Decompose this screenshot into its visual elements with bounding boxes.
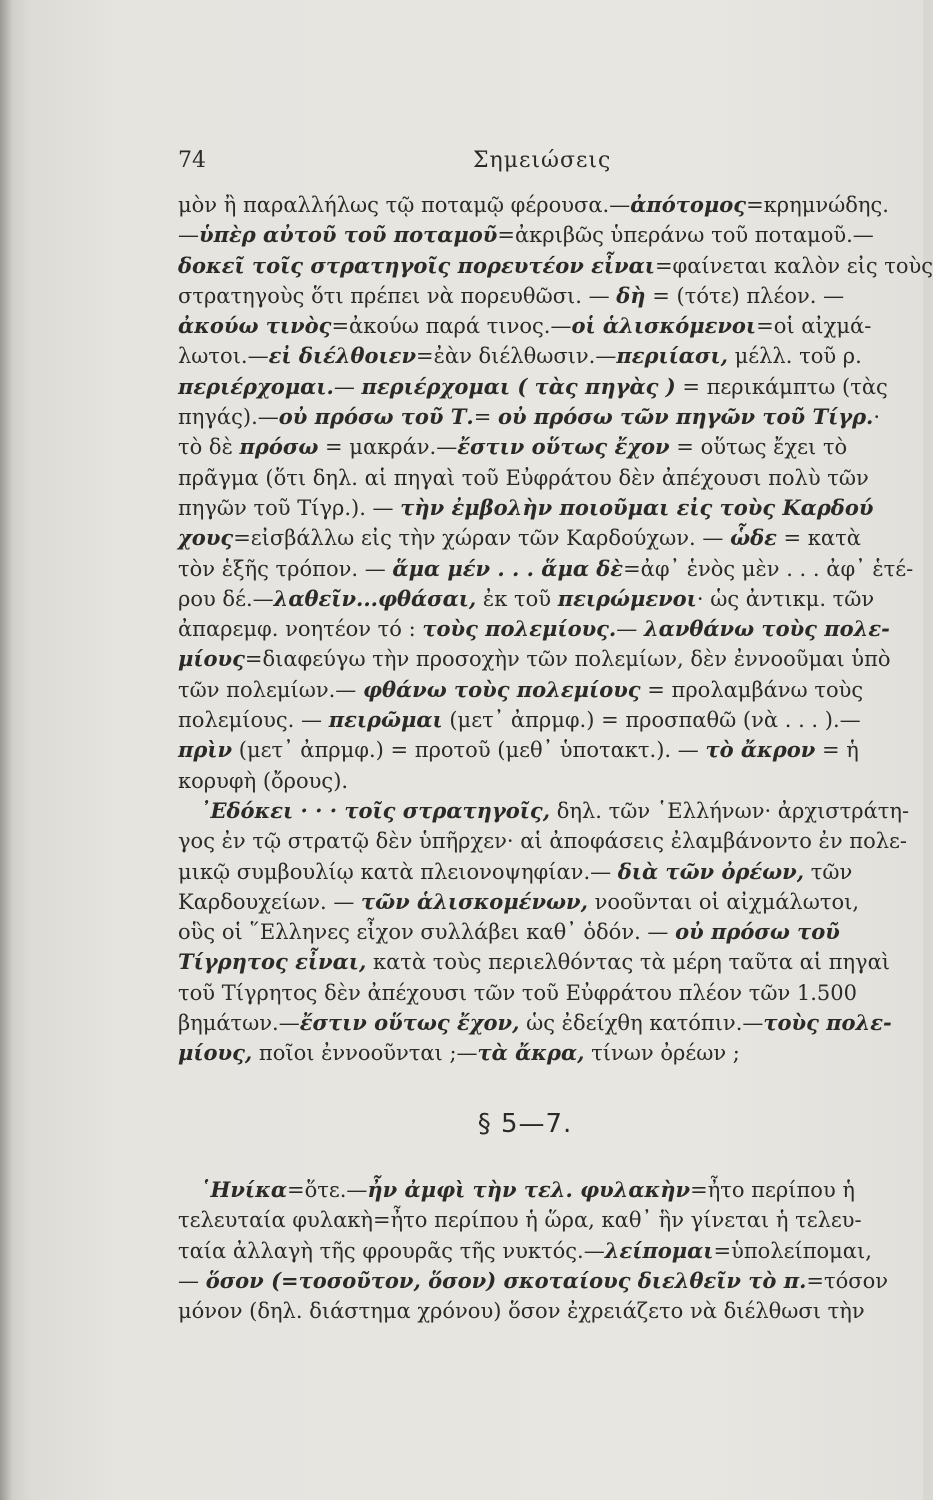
text-line <box>178 1205 872 1235</box>
gloss-text: =τόσον <box>806 1268 889 1293</box>
gloss-text: =εἰσβάλλω εἰς τὴν χώραν τῶν Καρδούχων. — <box>233 526 731 551</box>
gloss-text: μόνον (δηλ. διάστημα χρόνου) ὅσον ἐχρειάζετο νὰ διέλθωσι τὴν <box>178 1299 865 1324</box>
page-number: 74 <box>178 148 206 173</box>
gloss-text: =ἀφ᾽ ἑνὸς μὲν . . . ἀφ᾽ ἑτέ- <box>623 556 914 581</box>
gloss-text: πρᾶγμα (ὅτι δηλ. αἱ πηγαὶ τοῦ Εὐφράτου δὲν ἀπέχουσι πολὺ τῶν <box>178 465 869 490</box>
gloss-text: τῶν πολεμίων.— <box>178 677 363 702</box>
lemma-term: πειρῶμαι <box>328 707 443 733</box>
text-line <box>178 1266 889 1296</box>
text-line <box>178 402 881 432</box>
gloss-text: = (τότε) πλέον. — <box>645 283 845 308</box>
text-line <box>178 372 888 402</box>
text-line <box>178 432 872 462</box>
lemma-term: μίους, <box>178 1040 253 1066</box>
gloss-text: · ὡς ἀντικμ. τῶν <box>696 586 875 611</box>
gloss-text: τῶν <box>804 859 853 884</box>
gloss-text: πηγῶν τοῦ Τίγρ.). — <box>178 495 401 520</box>
gloss-text: (μετ᾽ ἀπρμφ.) = προτοῦ (μεθ᾽ ὑποτακτ.). — <box>232 738 706 763</box>
lemma-term: ἦν ἀμφὶ τὴν τελ. φυλακὴν <box>367 1176 691 1202</box>
text-line <box>178 523 872 553</box>
lemma-term: ἔστιν οὕτως ἔχον <box>457 434 670 460</box>
gloss-text: = περικάμπτω (τὰς <box>675 374 888 399</box>
lemma-term: οὐ πρόσω τοῦ Τ. <box>278 404 474 430</box>
gloss-text: Καρδουχείων. — <box>178 889 362 914</box>
lemma-term: δὴ <box>616 282 646 308</box>
lemma-term: διὰ τῶν ὀρέων, <box>617 858 805 884</box>
lemma-term: περιέρχομαι. <box>178 373 334 399</box>
lemma-term: πρὶν <box>178 737 233 763</box>
text-line <box>178 493 872 523</box>
text-line <box>178 584 875 614</box>
gloss-text: πηγάς).— <box>178 405 279 430</box>
lemma-term: τῶν ἁλισκομένων, <box>361 888 588 914</box>
running-title: Σημειώσεις <box>473 148 612 173</box>
gloss-text: =ἀκούω παρά τινος.— <box>331 314 572 339</box>
gloss-text: μέλλ. τοῦ ρ. <box>727 344 862 369</box>
lemma-term: περιέρχομαι ( τὰς πηγὰς ) <box>361 373 676 399</box>
gloss-text: = κατὰ <box>776 526 861 551</box>
lemma-term: τὸ ἄκρον <box>705 737 816 763</box>
text-line <box>178 917 872 947</box>
lemma-term: ὑπὲρ αὐτοῦ τοῦ ποταμοῦ <box>199 222 498 248</box>
lemma-term: ῾Ηνίκα <box>200 1176 287 1202</box>
gloss-text: οὓς οἱ ῞Ελληνες εἶχον συλλάβει καθ᾽ ὁδόν. — <box>178 920 676 945</box>
lemma-term: ἅμα μέν . . . ἅμα δὲ <box>392 555 624 581</box>
lemma-term: ἀκούω τινὸς <box>178 313 332 339</box>
gloss-text: ἀπαρεμφ. νοητέον τό : <box>178 617 423 642</box>
text-line <box>178 947 891 977</box>
lemma-term: φθάνω τοὺς πολεμίους <box>362 676 641 702</box>
text-line <box>178 251 933 281</box>
lemma-term: Τίγρητος εἶναι, <box>178 949 367 975</box>
gloss-text: ἐκ τοῦ <box>476 586 558 611</box>
gloss-text: στρατηγοὺς ὅτι πρέπει νὰ πορευθῶσι. — <box>178 283 617 308</box>
text-line <box>178 554 914 584</box>
text-line <box>178 1175 872 1205</box>
gloss-text: μικῷ συμβουλίῳ κατὰ πλειονοψηφίαν.— <box>178 859 618 884</box>
gloss-text: =ἐὰν διέλθωσιν.— <box>416 344 617 369</box>
gloss-text: — <box>616 617 644 642</box>
gloss-text: τοῦ Τίγρητος δὲν ἀπέχουσι τῶν τοῦ Εὐφράτου πλέον τῶν 1.500 <box>178 980 858 1005</box>
lemma-term: ὅσον (=τοσοῦτον, ὅσον) σκοταίους διελθεῖν τὸ π. <box>205 1267 807 1293</box>
gloss-text: τὸν ἑξῆς τρόπον. — <box>178 556 393 581</box>
gloss-text: (μετ᾽ ἀπρμφ.) = προσπαθῶ (νὰ . . . ).— <box>442 708 861 733</box>
text-line <box>178 1038 872 1068</box>
gloss-text: =φαίνεται καλὸν εἰς τοὺς <box>654 253 933 278</box>
lemma-term: τὴν ἐμβολὴν ποιοῦμαι εἰς τοὺς Καρδού <box>400 494 874 520</box>
gloss-text: ταία ἀλλαγὴ τῆς φρουρᾶς τῆς νυκτός.— <box>178 1238 605 1263</box>
text-line <box>178 190 889 220</box>
gloss-text: — <box>178 223 199 248</box>
lemma-term: οἱ ἁλισκόμενοι <box>571 313 757 339</box>
lemma-term: λανθάνω τοὺς πολε- <box>643 616 890 642</box>
gloss-text: =ἦτο περίπου ἡ <box>690 1177 855 1202</box>
text-line <box>178 281 872 311</box>
lemma-term: λείπομαι <box>604 1237 714 1263</box>
gloss-text: πολεμίους. — <box>178 708 329 733</box>
text-line <box>178 1008 892 1038</box>
gloss-text: = οὕτως ἔχει τὸ <box>669 435 848 460</box>
notes-block-2 <box>178 1175 889 1326</box>
text-line <box>178 766 872 796</box>
lemma-term: λαθεῖν...φθάσαι, <box>273 585 477 611</box>
text-line <box>178 1236 872 1266</box>
gloss-text: ὡς ἐδείχθη κατόπιν.— <box>519 1011 764 1036</box>
lemma-term: ᾿Εδόκει · · · τοῖς στρατηγοῖς, <box>200 797 551 823</box>
text-line <box>178 826 907 856</box>
gloss-text: =οἱ αἰχμά- <box>756 314 872 339</box>
text-line <box>178 341 872 371</box>
gloss-text: = <box>473 405 499 430</box>
text-line <box>178 705 872 735</box>
lemma-term: εἰ διέλθοιεν <box>268 343 417 369</box>
lemma-term: οὐ πρόσω τοῦ <box>675 919 840 945</box>
lemma-term: χους <box>178 525 234 551</box>
gloss-text: ρου δέ.— <box>178 586 274 611</box>
lemma-term: οὐ πρόσω τῶν πηγῶν τοῦ Τίγρ. <box>498 404 874 430</box>
gloss-text: =ὑπολείπομαι, <box>713 1238 872 1263</box>
lemma-term: ἀπότομος <box>630 192 747 217</box>
gloss-text: ποῖοι ἐννοοῦνται ;— <box>252 1041 478 1066</box>
gloss-text: — <box>333 374 362 399</box>
lemma-term: τοὺς πολεμίους. <box>422 616 617 642</box>
lemma-term: περιίασι, <box>616 343 728 369</box>
lemma-term: τὰ ἄκρα, <box>477 1040 585 1066</box>
lemma-term: ὧδε <box>730 525 777 551</box>
gloss-text: γος ἐν τῷ στρατῷ δὲν ὑπῆρχεν· αἱ ἀποφάσεις ἐλαμβάνοντο ἐν πολε- <box>178 829 907 854</box>
text-line <box>178 220 872 250</box>
gloss-text: τὸ δὲ <box>178 435 240 460</box>
lemma-term: τοὺς πολε- <box>763 1010 892 1036</box>
gloss-text: — <box>178 1268 206 1293</box>
gloss-text: λωτοι.— <box>178 344 269 369</box>
gloss-text: = μακράν.— <box>318 435 458 460</box>
lemma-term: ἔστιν οὕτως ἔχον, <box>299 1010 520 1036</box>
text-line <box>178 675 872 705</box>
gloss-text: = προλαμβάνω τοὺς <box>640 677 864 702</box>
text-line <box>178 796 910 826</box>
notes-block-1 <box>178 190 933 1069</box>
gloss-text: =ὅτε.— <box>286 1177 368 1202</box>
gloss-text: =διαφεύγω τὴν προσοχὴν τῶν πολεμίων, δὲν ἐννοοῦμαι ὑπὸ <box>244 647 891 672</box>
gloss-text: νοοῦνται οἱ αἰχμάλωτοι, <box>587 889 859 914</box>
section-heading: § 5—7. <box>477 1108 573 1139</box>
lemma-term: πειρώμενοι <box>557 585 697 611</box>
gloss-text: · <box>873 405 881 430</box>
gloss-text: δηλ. τῶν ῾Ελλήνων· ἀρχιστράτη- <box>550 798 910 823</box>
text-line <box>178 644 891 674</box>
gloss-text: μὸν ἢ παραλλήλως τῷ ποταμῷ φέρουσα.— <box>178 193 631 217</box>
text-line <box>178 857 872 887</box>
text-line <box>178 735 872 765</box>
page-header <box>178 140 863 180</box>
lemma-term: πρόσω <box>239 434 319 460</box>
gloss-text: κορυφὴ (ὄρους). <box>178 768 349 793</box>
gloss-text: βημάτων.— <box>178 1011 300 1036</box>
gloss-text: =ἀκριβῶς ὑπεράνω τοῦ ποταμοῦ.— <box>497 223 874 248</box>
gloss-text: = ἡ <box>815 738 859 763</box>
gloss-text: =κρημνώδης. <box>746 193 889 217</box>
text-line <box>178 978 872 1008</box>
gloss-text: κατὰ τοὺς περιελθόντας τὰ μέρη ταῦτα αἱ πηγαὶ <box>366 950 891 975</box>
page-spine-shadow <box>0 0 12 1500</box>
lemma-term: μίους <box>178 646 245 672</box>
gloss-text: τελευταία φυλακὴ=ἦτο περίπου ἡ ὥρα, καθ᾽ ἣν γίνεται ἡ τελευ- <box>178 1208 862 1233</box>
text-line <box>178 311 872 341</box>
text-line <box>178 463 872 493</box>
lemma-term: δοκεῖ τοῖς στρατηγοῖς πορευτέον εἶναι <box>178 252 655 278</box>
text-line <box>178 887 872 917</box>
text-line <box>178 614 890 644</box>
text-line <box>178 1296 872 1326</box>
gloss-text: τίνων ὀρέων ; <box>584 1041 740 1066</box>
page-body <box>178 190 933 1326</box>
